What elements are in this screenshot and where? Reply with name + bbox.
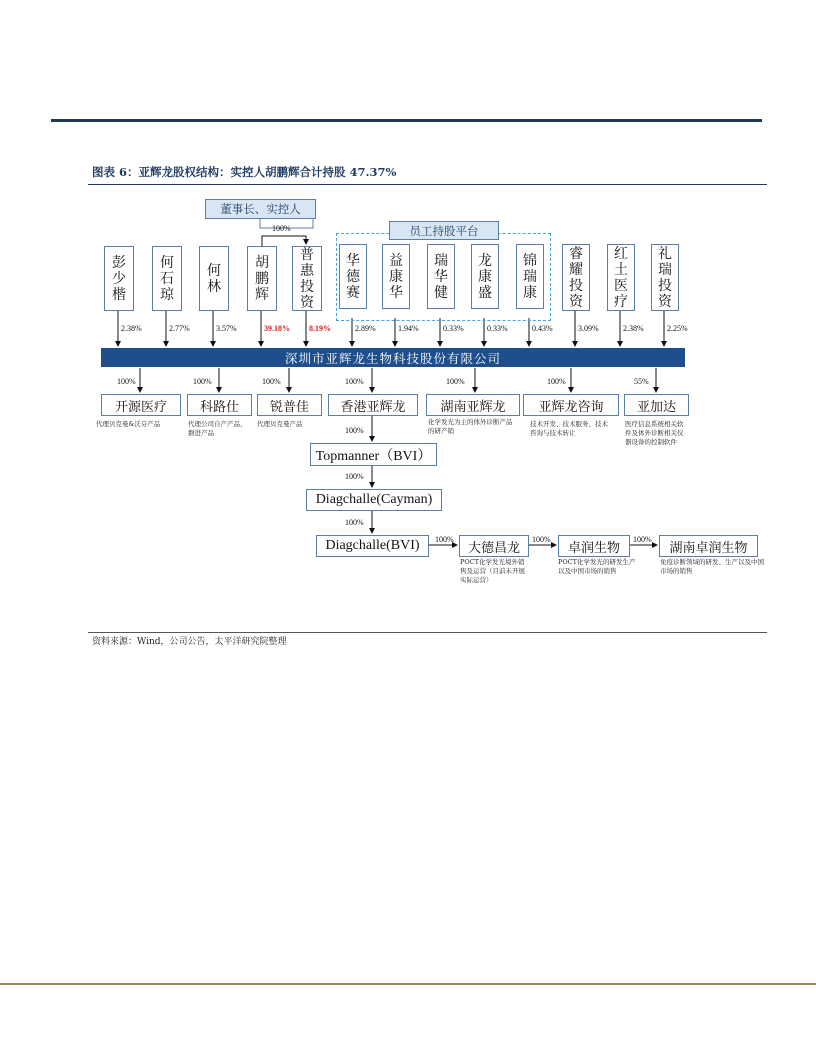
subsidiary-pct-2: 100%	[262, 377, 281, 386]
source-rule	[88, 632, 767, 633]
downstream-desc-2: 免疫诊断领域的研发、生产以及中国市场的销售	[660, 558, 764, 575]
downstream-box-1: 卓润生物	[558, 535, 630, 557]
shareholder-pct-12: 2.25%	[667, 324, 688, 333]
footer-rule	[0, 983, 816, 985]
subsidiary-desc-4: 化学发光为主的体外诊断产品的研产销	[428, 418, 513, 435]
shareholder-name: 何石琼	[160, 254, 174, 303]
subsidiary-box-6: 亚加达	[624, 394, 689, 416]
chain-box-0: Topmanner（BVI）	[310, 443, 437, 466]
downstream-pct-0: 100%	[435, 535, 454, 544]
shareholder-name: 瑞华健	[434, 252, 448, 301]
subsidiary-box-1: 科路仕	[187, 394, 252, 416]
shareholder-name: 礼瑞投资	[658, 245, 672, 310]
shareholder-box-1	[152, 246, 182, 311]
subsidiary-pct-1: 100%	[193, 377, 212, 386]
chain-pct-0: 100%	[345, 426, 364, 435]
downstream-box-0: 大德昌龙	[459, 535, 529, 557]
shareholder-pct-11: 2.38%	[623, 324, 644, 333]
shareholder-name: 普惠投资	[300, 246, 314, 311]
shareholder-pct-5: 2.89%	[355, 324, 376, 333]
subsidiary-box-4: 湖南亚辉龙	[426, 394, 520, 416]
shareholder-pct-7: 0.33%	[443, 324, 464, 333]
downstream-pct-2: 100%	[633, 535, 652, 544]
shareholder-pct-6: 1.94%	[398, 324, 419, 333]
shareholder-box-4	[292, 246, 322, 311]
shareholder-box-2	[199, 246, 229, 311]
chairman-label: 董事长、实控人	[205, 199, 316, 219]
shareholder-box-6	[382, 244, 410, 309]
shareholder-box-5	[339, 244, 367, 309]
downstream-desc-1: POCT化学发光的研发生产以及中国市场的销售	[558, 558, 636, 575]
subsidiary-desc-1: 代理公司自产产品、磐进产品	[188, 420, 247, 437]
shareholder-box-11	[607, 244, 635, 311]
shareholder-pct-4: 8.19%	[309, 324, 331, 333]
chain-box-2: Diagchalle(BVI)	[316, 535, 429, 557]
subsidiary-box-2: 锐普佳	[257, 394, 322, 416]
subsidiary-pct-5: 100%	[547, 377, 566, 386]
source-note: 资料来源：Wind，公司公告，太平洋研究院整理	[92, 637, 287, 647]
shareholder-pct-10: 3.09%	[578, 324, 599, 333]
subsidiary-pct-6: 55%	[634, 377, 649, 386]
shareholder-pct-1: 2.77%	[169, 324, 190, 333]
chain-pct-2: 100%	[345, 518, 364, 527]
subsidiary-desc-5: 技术开发、技术服务、技术咨询与技术转让	[530, 420, 608, 437]
downstream-pct-1: 100%	[532, 535, 551, 544]
figure-title: 图表 6：亚辉龙股权结构：实控人胡鹏辉合计持股 47.37%	[92, 165, 397, 179]
shareholder-pct-9: 0.43%	[532, 324, 553, 333]
employee-platform-label: 员工持股平台	[389, 221, 499, 240]
subsidiary-box-0: 开源医疗	[101, 394, 181, 416]
shareholder-name: 何林	[207, 262, 221, 295]
shareholder-name: 胡鹏辉	[255, 254, 269, 303]
downstream-desc-0: POCT化学发光境外销售及运营（目前未开展实际运营）	[460, 558, 525, 584]
shareholder-name: 睿耀投资	[569, 245, 583, 310]
shareholder-box-9	[516, 244, 544, 309]
chain-box-1: Diagchalle(Cayman)	[306, 489, 442, 511]
shareholder-name: 龙康盛	[478, 252, 492, 301]
subsidiary-box-3: 香港亚辉龙	[328, 394, 418, 416]
shareholder-pct-3: 39.18%	[264, 324, 290, 333]
shareholder-name: 红土医疗	[614, 245, 628, 310]
subsidiary-desc-6: 医疗信息系统相关软件及体外诊断相关仪器设备的控制软件	[625, 420, 684, 446]
shareholder-box-8	[471, 244, 499, 309]
subsidiary-desc-2: 代理贝克曼产品	[257, 420, 303, 428]
shareholder-pct-2: 3.57%	[216, 324, 237, 333]
shareholder-box-12	[651, 244, 679, 311]
subsidiary-box-5: 亚辉龙咨询	[523, 394, 619, 416]
shareholder-pct-0: 2.38%	[121, 324, 142, 333]
shareholder-box-0	[104, 246, 134, 311]
shareholder-name: 锦瑞康	[523, 252, 537, 301]
shareholder-name: 益康华	[389, 252, 403, 301]
shareholder-box-3	[247, 246, 277, 311]
hu-to-puhui-pct: 100%	[272, 224, 291, 233]
company-bar: 深圳市亚辉龙生物科技股份有限公司	[101, 348, 685, 367]
subsidiary-pct-4: 100%	[446, 377, 465, 386]
shareholder-box-7	[427, 244, 455, 309]
downstream-box-2: 湖南卓润生物	[659, 535, 758, 557]
chain-pct-1: 100%	[345, 472, 364, 481]
subsidiary-desc-0: 代理贝克曼&沃芬产品	[96, 420, 161, 428]
shareholder-name: 华德赛	[346, 252, 360, 301]
subsidiary-pct-3: 100%	[345, 377, 364, 386]
shareholder-box-10	[562, 244, 590, 311]
shareholder-pct-8: 0.33%	[487, 324, 508, 333]
subsidiary-pct-0: 100%	[117, 377, 136, 386]
shareholder-name: 彭少楷	[112, 254, 126, 303]
